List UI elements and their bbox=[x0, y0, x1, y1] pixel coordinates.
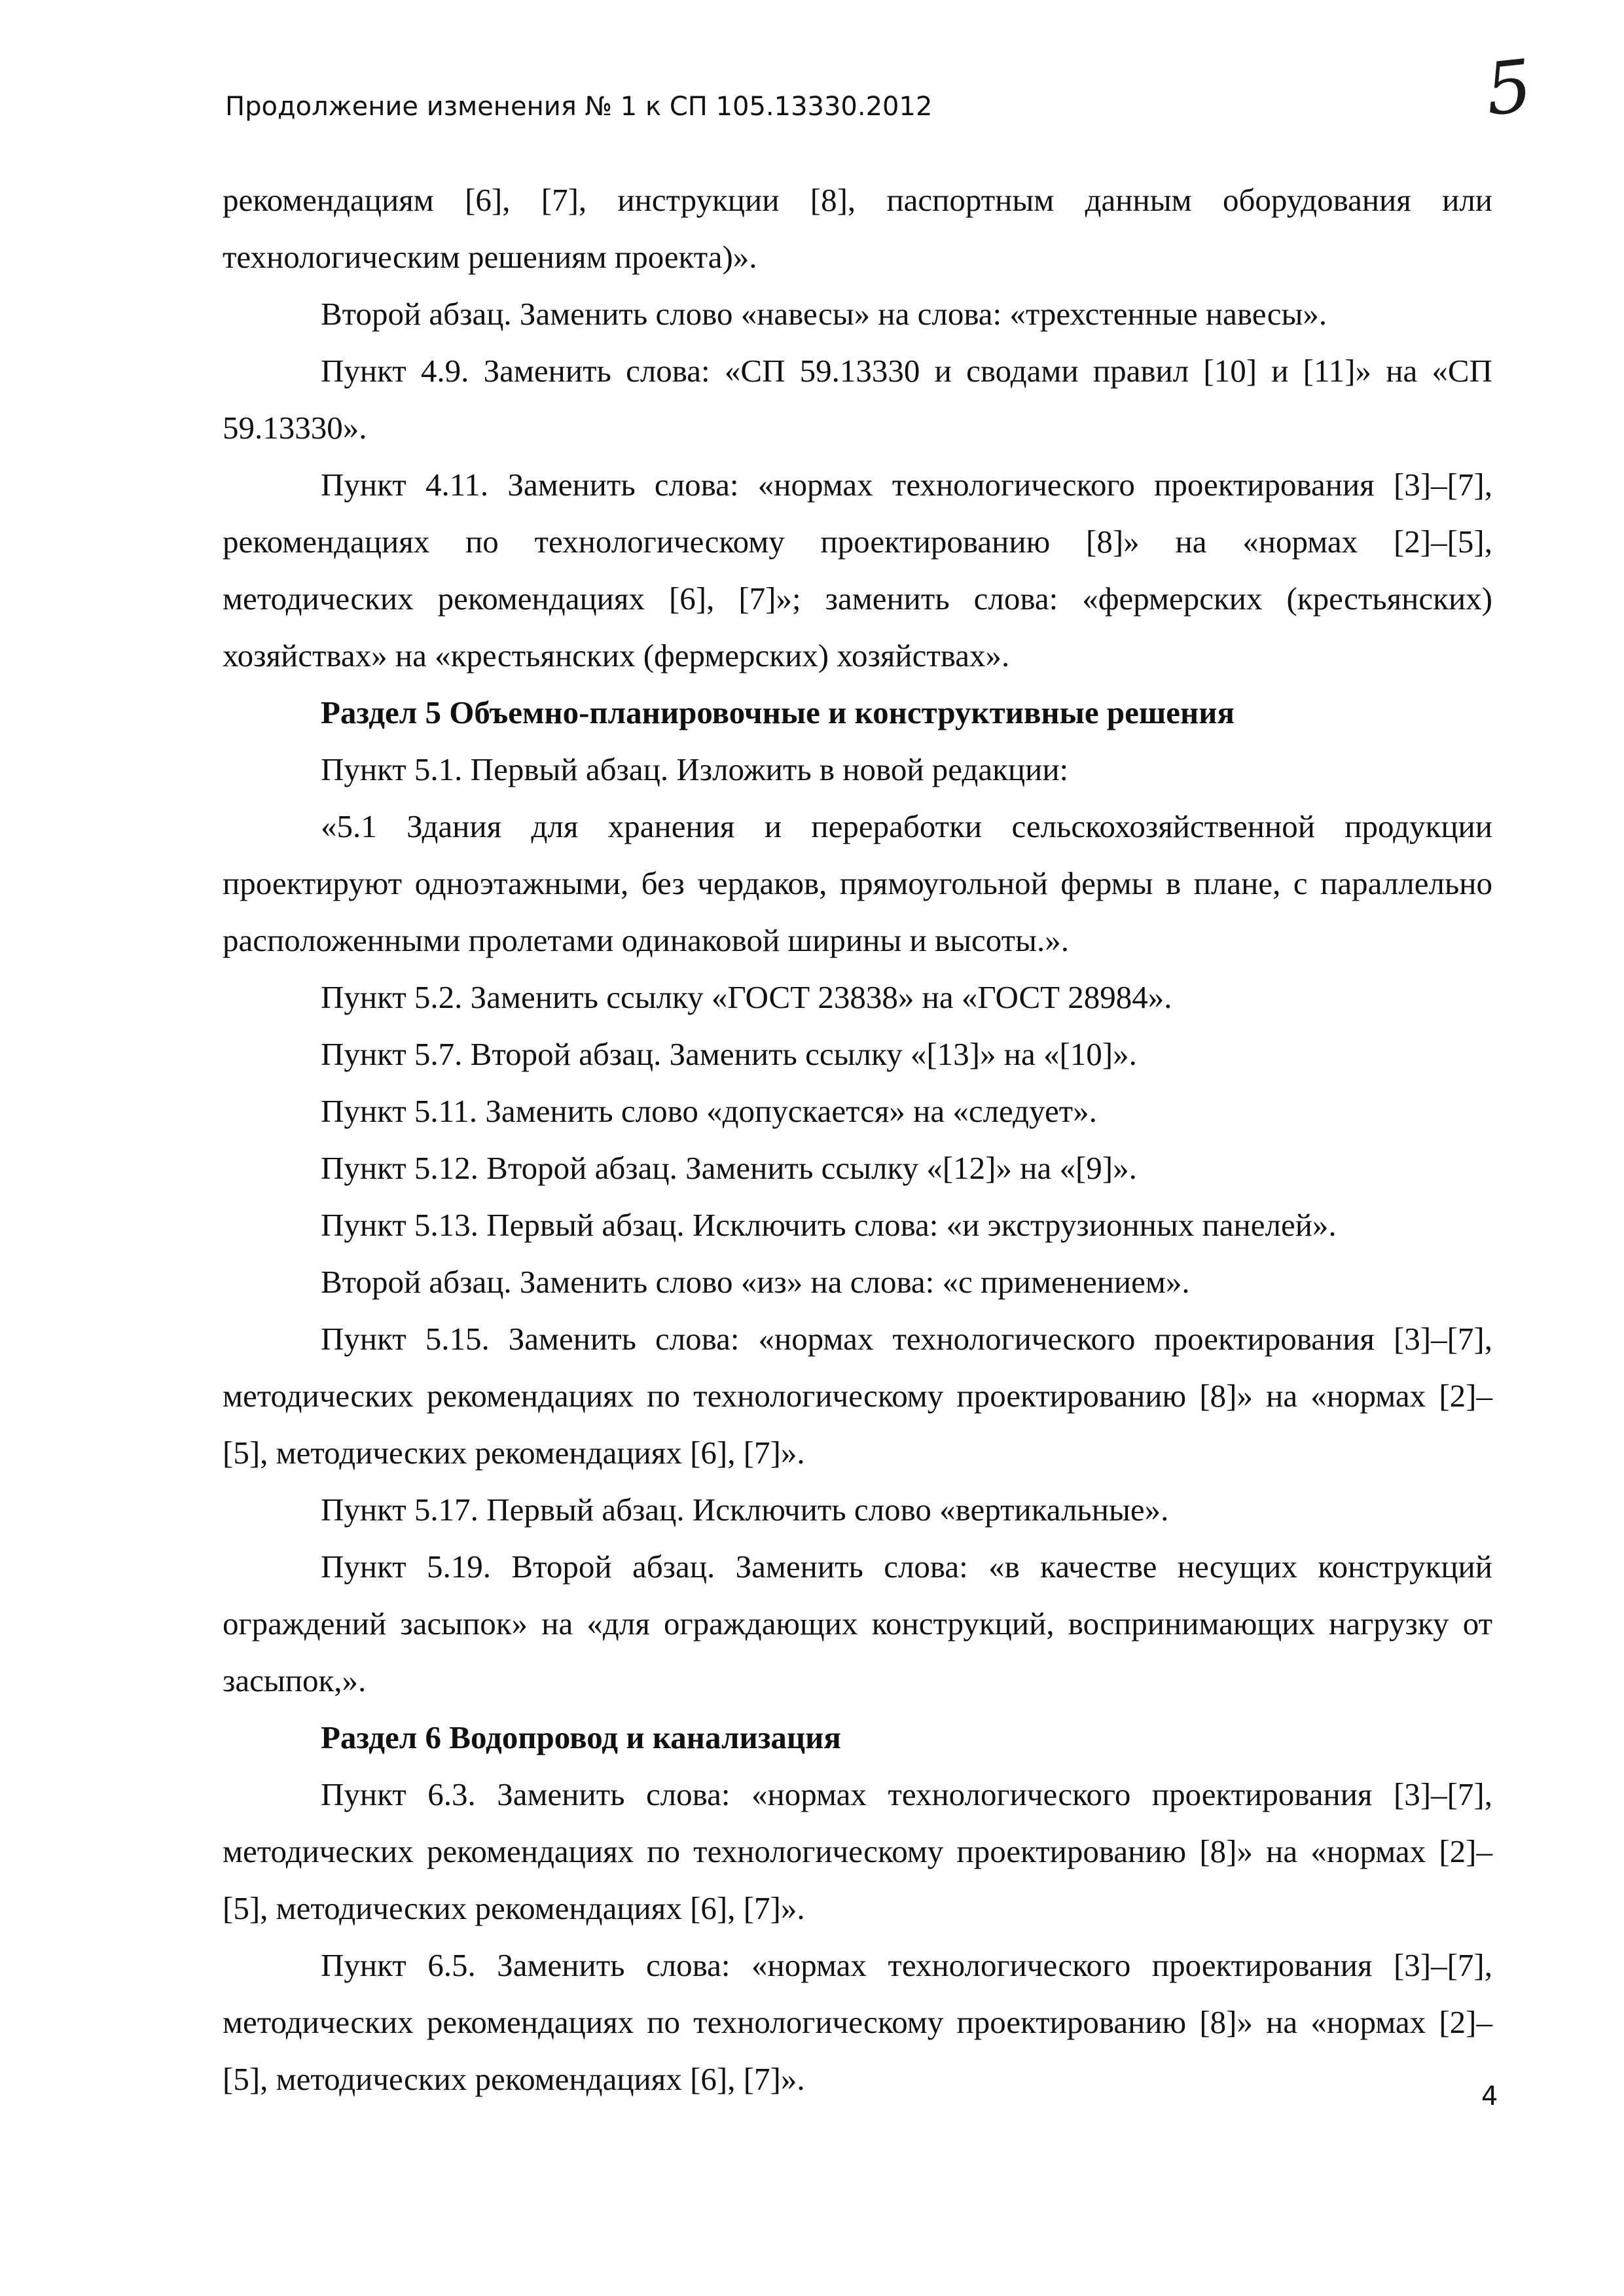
paragraph-continuation: рекомендациям [6], [7], инструкции [8], паспортным данным оборудования или технологическим решениям проекта)». bbox=[223, 182, 1492, 275]
paragraph: Второй абзац. Заменить слово «навесы» на слова: «трехстенные навесы». bbox=[321, 296, 1327, 332]
paragraph: Пункт 5.2. Заменить ссылку «ГОСТ 23838» на «ГОСТ 28984». bbox=[321, 979, 1172, 1015]
paragraph: «5.1 Здания для хранения и переработки сельскохозяйственной продукции проектируют одноэтажными, без чердаков, прямоугольной фермы в плане, с параллельно расположенными пролетами одинаковой ширины и высоты.». bbox=[223, 808, 1492, 958]
running-header: Продолжение изменения № 1 к СП 105.13330.2012 bbox=[225, 92, 933, 122]
paragraph: Пункт 4.11. Заменить слова: «нормах технологического проектирования [3]–[7], рекомендациях по технологическому проектированию [8]» на «нормах [2]–[5], методических рекомендациях [6], [7]»; заменить слова: «фермерских (крестьянских) хозяйствах» на «крестьянских (фермерских) хозяйствах». bbox=[223, 467, 1492, 673]
paragraph: Пункт 5.12. Второй абзац. Заменить ссылку «[12]» на «[9]». bbox=[321, 1150, 1137, 1186]
paragraph: Пункт 6.5. Заменить слова: «нормах технологического проектирования [3]–[7], методических рекомендациях по технологическому проектированию [8]» на «нормах [2]–[5], методических рекомендациях [6], [7]». bbox=[223, 1947, 1492, 2097]
handwritten-page-mark: 5 bbox=[1481, 43, 1536, 132]
paragraph: Пункт 4.9. Заменить слова: «СП 59.13330 и сводами правил [10] и [11]» на «СП 59.13330». bbox=[223, 353, 1492, 446]
section-heading: Раздел 6 Водопровод и канализация bbox=[321, 1719, 841, 1755]
page-number: 4 bbox=[1481, 2081, 1498, 2111]
paragraph: Пункт 5.17. Первый абзац. Исключить слово «вертикальные». bbox=[321, 1492, 1169, 1528]
paragraph: Пункт 5.7. Второй абзац. Заменить ссылку «[13]» на «[10]». bbox=[321, 1036, 1137, 1072]
paragraph: Пункт 5.19. Второй абзац. Заменить слова: «в качестве несущих конструкций ограждений засыпок» на «для ограждающих конструкций, воспринимающих нагрузку от засыпок,». bbox=[223, 1549, 1492, 1698]
paragraph: Пункт 5.1. Первый абзац. Изложить в новой редакции: bbox=[321, 751, 1069, 787]
paragraph: Пункт 6.3. Заменить слова: «нормах технологического проектирования [3]–[7], методических рекомендациях по технологическому проектированию [8]» на «нормах [2]–[5], методических рекомендациях [6], [7]». bbox=[223, 1776, 1492, 1926]
paragraph: Второй абзац. Заменить слово «из» на слова: «с применением». bbox=[321, 1264, 1190, 1300]
document-body bbox=[223, 171, 1492, 2108]
paragraph: Пункт 5.13. Первый абзац. Исключить слова: «и экструзионных панелей». bbox=[321, 1207, 1337, 1243]
section-heading: Раздел 5 Объемно-планировочные и конструктивные решения bbox=[321, 694, 1235, 730]
paragraph: Пункт 5.11. Заменить слово «допускается» на «следует». bbox=[321, 1093, 1097, 1129]
paragraph: Пункт 5.15. Заменить слова: «нормах технологического проектирования [3]–[7], методических рекомендациях по технологическому проектированию [8]» на «нормах [2]–[5], методических рекомендациях [6], [7]». bbox=[223, 1321, 1492, 1471]
